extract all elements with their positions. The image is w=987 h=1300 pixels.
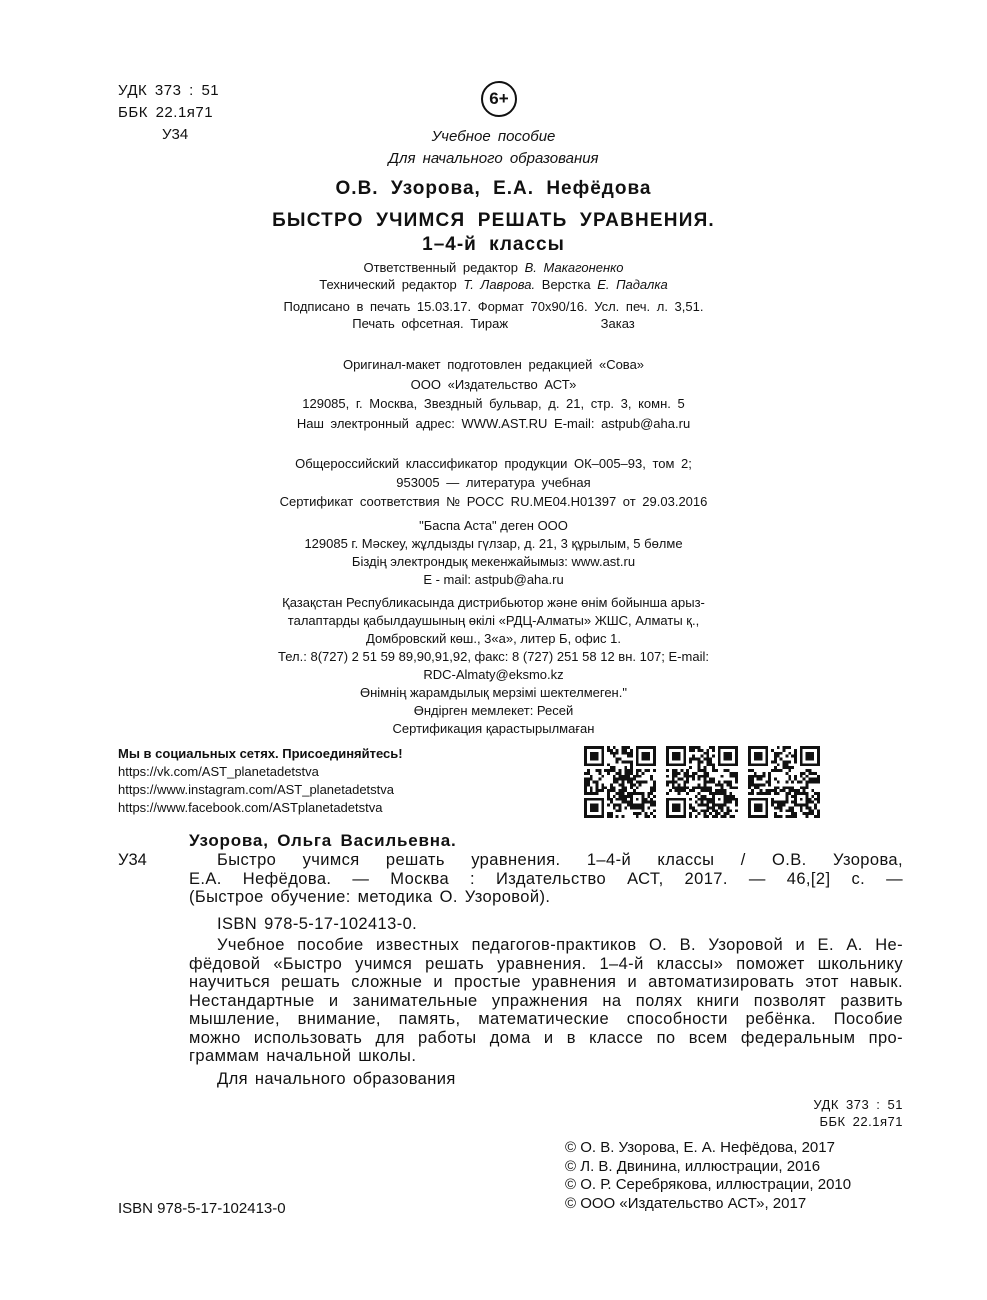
annotation-line: научиться решать сложные и простые уравнения и автоматизировать этот навык.	[189, 973, 903, 991]
bib-isbn: ISBN 978-5-17-102413-0.	[217, 915, 418, 933]
kz-distributor-1: Қазақстан Республикасында дистрибьютор және өнім бойынша арыз-	[282, 595, 705, 610]
print-info-2: Печать офсетная. Тираж Заказ	[352, 316, 635, 331]
grades-title: 1–4-й классы	[422, 234, 565, 255]
kz-publisher-3: Біздің электрондық мекенжайымыз: www.ast.ru	[351, 554, 636, 569]
kz-distributor-3: Домбровский көш., 3«а», литер Б, офис 1.	[366, 631, 621, 646]
annotation-line: фёдовой «Быстро учимся решать уравнения. 1–4-й классы» поможет школьнику	[189, 954, 903, 973]
social-link-vk[interactable]: https://vk.com/AST_planetadetstva	[118, 764, 319, 779]
social-link-instagram[interactable]: https://www.instagram.com/AST_planetadetstva	[118, 782, 395, 797]
author-mark: У34	[162, 126, 189, 143]
bbk-code-bottom: ББК 22.1я71	[819, 1114, 903, 1129]
bib-entry-line: (Быстрое обучение: методика О. Узоровой).	[189, 888, 551, 906]
kz-distributor-5: RDC-Almaty@eksmo.kz	[423, 667, 564, 682]
publication-type: Учебное пособие	[431, 128, 556, 145]
classifier-line-1: Общероссийский классификатор продукции ОК–005–93, том 2;	[295, 456, 692, 471]
qr-code-icon[interactable]	[748, 746, 820, 818]
copyright-line: © Л. В. Двинина, иллюстрации, 2016	[565, 1158, 821, 1175]
copyright-line: © О. В. Узорова, Е. А. Нефёдова, 2017	[565, 1139, 835, 1156]
kz-distributor-2: талаптарды қабылдаушының өкілі «РДЦ-Алматы» ЖШС, Алматы қ.,	[287, 613, 700, 628]
udk-code: УДК 373 : 51	[118, 82, 220, 99]
classifier-line-2: 953005 — литература учебная	[396, 475, 591, 490]
social-heading: Мы в социальных сетях. Присоединяйтесь!	[118, 746, 403, 761]
annotation-line: граммам начальной школы.	[189, 1047, 417, 1065]
annotation-line: мышление, внимание, память, математические способности ребёнка. Пособие	[189, 1010, 903, 1028]
layout-name: Е. Падалка	[597, 277, 668, 292]
bib-author-heading: Узорова, Ольга Васильевна.	[189, 831, 457, 850]
audience-line: Для начального образования	[388, 150, 599, 167]
editor-line-2	[0, 277, 987, 292]
print-info-1: Подписано в печать 15.03.17. Формат 70х90/16. Усл. печ. л. 3,51.	[283, 299, 704, 314]
bib-code: У34	[118, 851, 147, 869]
publisher-line-2: ООО «Издательство АСТ»	[410, 377, 577, 392]
copyright-line: © О. Р. Серебрякова, иллюстрации, 2010	[565, 1176, 852, 1193]
bib-entry-line: Быстро учимся решать уравнения. 1–4-й классы / О.В. Узорова,	[217, 851, 903, 869]
publisher-address: 129085, г. Москва, Звездный бульвар, д. 21, стр. 3, комн. 5	[302, 396, 685, 411]
certificate-line: Сертификат соответствия № РОСС RU.МЕ04.Н01397 от 29.03.2016	[279, 494, 708, 509]
social-link-facebook[interactable]: https://www.facebook.com/ASTplanetadetstva	[118, 800, 383, 815]
bbk-code: ББК 22.1я71	[118, 104, 214, 121]
tech-editor-name: Т. Лаврова.	[463, 277, 536, 292]
authors-title: О.В. Узорова, Е.А. Нефёдова	[335, 178, 652, 199]
annotation-line: Учебное пособие известных педагогов-практиков О. В. Узоровой и Е. А. Не-	[217, 936, 903, 954]
editor-name: В. Макагоненко	[524, 260, 624, 275]
qr-code-icon[interactable]	[666, 746, 738, 818]
isbn-bottom: ISBN 978-5-17-102413-0	[118, 1200, 286, 1217]
qr-code-icon[interactable]	[584, 746, 656, 818]
book-title: БЫСТРО УЧИМСЯ РЕШАТЬ УРАВНЕНИЯ.	[272, 210, 715, 231]
publisher-line-1: Оригинал-макет подготовлен редакцией «Сова»	[342, 357, 645, 372]
bib-annotation	[189, 936, 903, 1066]
copyright-line: © ООО «Издательство АСТ», 2017	[565, 1195, 807, 1212]
kz-distributor-6: Өнімнің жарамдылық мерзімі шектелмеген."	[360, 685, 627, 700]
bib-entry	[189, 851, 903, 907]
publisher-contact: Наш электронный адрес: WWW.AST.RU E-mail: astpub@aha.ru	[296, 416, 691, 431]
kz-publisher-1: "Баспа Аста" деген ООО	[419, 518, 568, 533]
annotation-line: можно использовать для работы дома и в классе по всем федеральным про-	[189, 1028, 903, 1047]
layout-role: Верстка	[541, 277, 591, 292]
kz-publisher-4: E - mail: astpub@aha.ru	[423, 572, 564, 587]
bib-audience: Для начального образования	[217, 1070, 456, 1088]
annotation-line: Нестандартные и занимательные упражнения на полях книги позволят развить	[189, 991, 903, 1010]
tech-editor-role: Технический редактор	[319, 277, 457, 292]
udk-code-bottom: УДК 373 : 51	[813, 1097, 903, 1112]
age-rating-badge: 6+	[481, 81, 517, 117]
kz-distributor-8: Сертификация қарастырылмаған	[392, 721, 595, 736]
kz-distributor-7: Өндірген мемлекет: Ресей	[413, 703, 574, 718]
kz-distributor-4: Тел.: 8(727) 2 51 59 89,90,91,92, факс: 8 (727) 251 58 12 вн. 107; E-mail:	[278, 649, 709, 664]
editor-role: Ответственный редактор	[363, 260, 519, 275]
kz-publisher-2: 129085 г. Мәскеу, жұлдызды гүлзар, д. 21, 3 құрылым, 5 бөлме	[304, 536, 683, 551]
editor-line-1	[0, 260, 987, 275]
bib-entry-line: Е.А. Нефёдова. — Москва : Издательство АСТ, 2017. — 46,[2] с. —	[189, 869, 903, 888]
